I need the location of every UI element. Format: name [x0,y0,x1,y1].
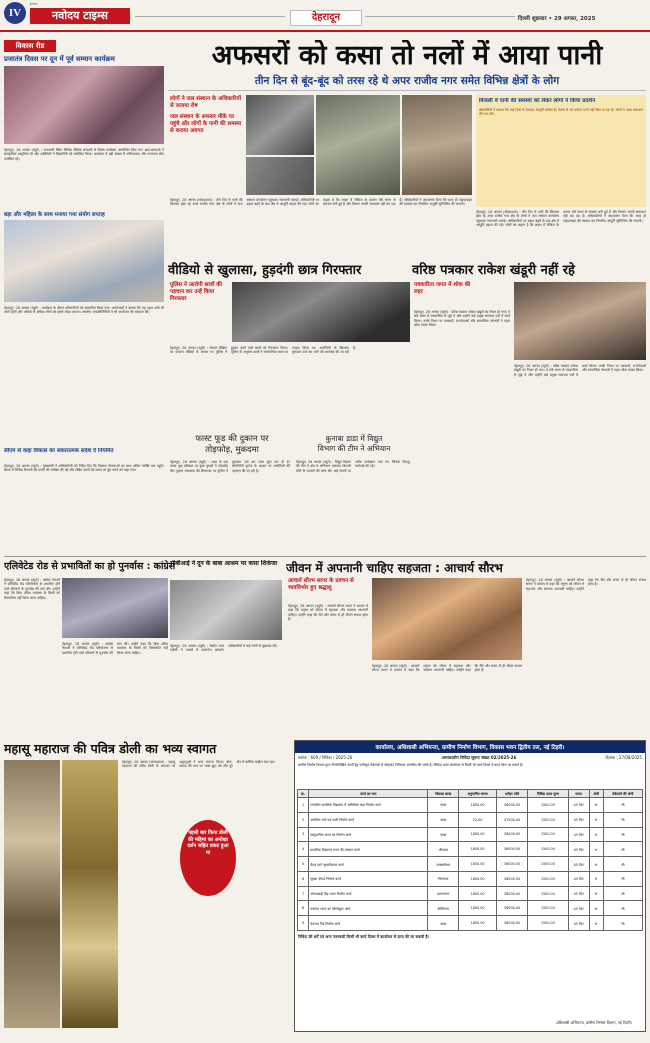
notice-table-row [298,827,643,842]
vikas-reed-photo-2 [4,220,164,302]
notice-cell: स [589,901,603,916]
notice-table-row [298,857,643,872]
masthead-rule-right [365,16,515,17]
notice-cell: 36000.00 [497,871,528,886]
journalist-headline: वरिष्ठ पत्रकार राकेश खंडूरी नहीं रहे [412,263,575,278]
video-headline: वीडियो से खुलासा, हुड़दंगी छात्र गिरफ्तार [168,263,362,278]
notice-cell: सी [603,842,642,857]
notice-table-row [298,842,643,857]
fastfood-headline-line-2: तोड़फोड़, मुकदमा [205,445,259,455]
elevated-photo [62,578,168,638]
masthead-underline [0,30,650,32]
elevated-body-2: देहरादून, 28 अगस्त (ब्यूरो) : कांग्रेस नेताओं ने एलिवेटेड रोड परियोजना से प्रभावित होने वाले परिवारों के पुनर्वास की मांग की। उन्होंने कहा कि बिना उचित व्यवस्था के किसी को विस्थापित नहीं किया जाना चाहिए। [62,642,168,655]
notice-cell: सी [603,916,642,931]
journalist-body-2: देहरादून, 28 अगस्त (ब्यूरो) : वरिष्ठ पत्रकार राकेश खंडूरी का निधन हो गया। वे लंबे समय से पत्रकारिता से जुड़े थे और उन्होंने कई प्रमुख समाचार पत्रों में कार्य किया। उनके निधन पर पत्रकारों, राजनेताओं और सामाजिक संगठनों ने गहरा शोक व्यक्त किया। [514,364,646,377]
kunwar-headline-line-1: कुनाबा डाडा में विद्युत [325,434,383,443]
notice-cell: 45 दिन [568,916,589,931]
left-mid-body: देहरादून, 28 अगस्त (ब्यूरो) : मुख्यमंत्री ने अधिकारियों को निर्देश दिए कि विकास योजनाओं का लाभ अंतिम व्यक्ति तक पहुंचे। बैठक में विभिन्न विभागों की प्रगति की समीक्षा की गई और लंबित कार्यों को समय पर पूरा करने को कहा गया। [4,464,164,473]
notice-table-header [298,790,643,798]
notice-cell: स [589,886,603,901]
notice-intro: ग्रामीण निर्माण विभाग द्वारा निम्नलिखित कार्यों हेतु पंजीकृत ठेकेदारों से मोहरबंद निविदाएं आमंत्रित की जाती हैं। निविदा प्रपत्र कार्यालय से किसी भी कार्य दिवस में प्राप्त किए जा सकते हैं। [298,763,524,767]
notice-letter-no: पत्रांक : 609 / निविदा / 2025-26 [298,755,353,760]
lead-photo-1 [246,95,314,155]
notice-cell: 7 [298,886,309,901]
notice-cell: चम्बा [428,812,459,827]
mahasu-headline: महासू महाराज की पवित्र डोली का भव्य स्वागत [4,741,217,756]
acharya-bullet: आचार्य सौरभ सागर के प्रवचन से भावविभोर हुए श्रद्धालु [288,578,354,591]
left-mid-headline: सीएम से कहा विकास का सकारात्मक संदेश दें नियमित [4,448,114,454]
vikas-reed-headline: प्रजातंत्र दिवस पर दून में पूर्व सम्मान कार्यक्रम [4,55,115,63]
notice-cell: सुरक्षा दीवार निर्माण कार्य [309,871,428,886]
vikas-reed-body: देहरादून, 28 अगस्त (ब्यूरो) : राजधानी स्थित विभिन्न शैक्षिक संस्थानों में विशेष कार्यक्रम आयोजित किए गए। छात्र-छात्राओं ने सांस्कृतिक प्रस्तुतियां दीं और अतिथियों ने विद्यार्थियों को संबोधित किया। कार्यक्रम में बड़ी संख्या में अभिभावक और गणमान्य लोग उपस्थित रहे। [4,148,164,161]
video-photo [232,282,410,342]
fastfood-headline-line-1: फास्ट फूड की दुकान पर [195,434,269,444]
notice-signatory: अधिशासी अभियन्ता, ग्रामीण निर्माण विभाग, नई टिहरी। [555,1020,633,1025]
notice-table-row [298,901,643,916]
notice-cell: 45 दिन [568,827,589,842]
section-name: देहरादून [290,10,362,26]
notice-cell: थौलधार [428,842,459,857]
notice-cell: 36000.00 [497,886,528,901]
acharya-photo [372,578,522,660]
notice-cell: 3 [298,827,309,842]
notice-col-header: समय [568,790,589,798]
notice-cell: 2 [298,812,309,827]
notice-meta [295,753,645,763]
notice-cell: 5 [298,857,309,872]
notice-cell: 1500.00 [528,916,568,931]
notice-col-header: कार्य का नाम [309,790,428,798]
notice-cell: 1500.00 [528,812,568,827]
paper-name: नवोदय टाइम्स [30,8,130,24]
notice-cell: 1500.00 [528,842,568,857]
notice-cell: 1800.00 [459,857,497,872]
notice-cell: चम्बा [428,916,459,931]
notice-cell: 1500.00 [528,886,568,901]
lead-body: देहरादून, 28 अगस्त (संवाददाता) : तीन दिन से पानी की किल्लत झेल रहे अपर राजीव नगर क्षेत्र के लोगों ने जल संस्थान कार्यालय पहुंचकर नाराजगी जताई। अधिकारियों पर दबाव बढ़ने के बाद क्षेत्र में आपूर्ति बहाल की गई। लोगों का कहना है कि लाइन में लीकेज के कारण लंबे समय से समस्या बनी हुई है और विभाग स्थायी समाधान नहीं कर रहा है। अधिकारियों ने आश्वासन दिया कि जल्द ही पाइपलाइन की मरम्मत कर नियमित आपूर्ति सुनिश्चित की जाएगी। [170,198,472,207]
acharya-body-3: देहरादून, 28 अगस्त (ब्यूरो) : आचार्य सौरभ सागर ने प्रवचन में कहा कि मनुष्य को जीवन में सहजता और सरलता अपनानी चाहिए। उन्होंने कहा कि धैर्य और संयम से ही जीवन सफल होता है। [526,578,646,591]
elevated-headline: एलिवेटेड रोड से प्रभावितों का हो पुनर्वास : कांग्रेस [4,561,176,572]
notice-header: कार्यालय, अधिशासी अभियन्ता, ग्रामीण निर्माण विभाग, विकास भवन द्वितीय तल, नई टिहरी। [295,741,645,753]
notice-col-header: अनुमानित लागत [459,790,497,798]
notice-cell: 36000.00 [497,798,528,813]
fastfood-headline [172,434,292,456]
notice-table-row [298,798,643,813]
notice-cell: 45 दिन [568,871,589,886]
notice-cell: 22.00 [459,812,497,827]
notice-cell: स [589,827,603,842]
notice-cell: प्राथमिक विद्यालय भवन की मरम्मत कार्य [309,842,428,857]
section-divider [4,556,646,557]
notice-cell: 1800.00 [459,916,497,931]
notice-cell: आंतरिक मार्ग एवं नाली निर्माण कार्य [309,812,428,827]
notice-cell: 45 दिन [568,901,589,916]
notice-cell: कीर्तिनगर [428,901,459,916]
notice-cell: 36000.00 [497,842,528,857]
notice-cell: स [589,916,603,931]
notice-table-row [298,812,643,827]
mahasu-callout: पहली बार किया डोली की महिमा का अनोखा दर्शन सहित प्रकट हुआ था [180,820,236,896]
notice-cell: 8 [298,901,309,916]
notice-cell: चम्बा [428,798,459,813]
notice-footer: निविदा की शर्तें एवं अन्य जानकारी किसी भी कार्य दिवस में कार्यालय से प्राप्त की जा सकती हैं। [298,934,429,940]
fastfood-body: देहरादून, 28 अगस्त (ब्यूरो) : शहर के एक फास्ट फूड प्रतिष्ठान पर कुछ युवकों ने तोड़फोड़ की। दुकान संचालक की शिकायत पर पुलिस ने मुकदमा दर्ज कर जांच शुरू कर दी है। सीसीटीवी फुटेज के आधार पर आरोपियों की पहचान की जा रही है। [170,460,290,473]
lead-rule [168,90,646,91]
lead-right-continuation: देहरादून, 28 अगस्त (संवाददाता) : तीन दिन से पानी की किल्लत झेल रहे अपर राजीव नगर क्षेत्र के लोगों ने जल संस्थान कार्यालय पहुंचकर नाराजगी जताई। अधिकारियों पर दबाव बढ़ने के बाद क्षेत्र में आपूर्ति बहाल की गई। लोगों का कहना है कि लाइन में लीकेज के कारण लंबे समय से समस्या बनी हुई है और विभाग स्थायी समाधान नहीं कर रहा है। अधिकारियों ने आश्वासन दिया कि जल्द ही पाइपलाइन की मरम्मत कर नियमित आपूर्ति सुनिश्चित की जाएगी। [476,210,646,228]
page-number: IV [4,2,26,24]
notice-cell: 45 दिन [568,798,589,813]
vikas-reed-subhead: बड़ा और महिला के साथ मनाया गया संयोग सप्ताह [4,212,105,218]
notice-cell: 1500.00 [528,857,568,872]
notice-cell: सी [603,857,642,872]
notice-cell: आंगनबाड़ी केंद्र भवन निर्माण कार्य [309,886,428,901]
notice-table-row [298,916,643,931]
notice-cell: 1 [298,798,309,813]
notice-cell: 45 दिन [568,857,589,872]
lead-photo-4 [246,157,314,195]
notice-cell: 1500.00 [528,871,568,886]
notice-cell: 1800.00 [459,871,497,886]
notice-col-header: विकास खण्ड [428,790,459,798]
cbi-body: देहरादून, 28 अगस्त (ब्यूरो) : केंद्रीय जांच एजेंसी ने मामले में दस्तावेज खंगाले। अधिकारियों ने कई लोगों से पूछताछ की। [170,644,278,653]
lead-subhead: तीन दिन से बूंद-बूंद को तरस रहे थे अपर राजीव नगर समेत विभिन्न क्षेत्रों के लोग [254,75,560,87]
notice-cell: 1500.00 [528,798,568,813]
lead-bullet-1: लोगों ने जल संस्थान के अधिकारियों से जताया रोष [170,96,242,109]
notice-cell: सामुदायिक भवन का निर्माण कार्य [309,827,428,842]
notice-cell: स [589,812,603,827]
notice-cell: 36000.00 [497,916,528,931]
journalist-bullet: पत्रकारिता जगत में शोक की लहर [414,282,471,295]
lead-headline: अफसरों को कसा तो नलों में आया पानी [211,40,603,71]
notice-cell: सी [603,812,642,827]
notice-cell: स [589,871,603,886]
notice-cell: पेयजल टैंक निर्माण कार्य [309,916,428,931]
lead-photo-2 [316,95,400,195]
small-tag: ई-पेपर [30,2,38,6]
acharya-body: देहरादून, 28 अगस्त (ब्यूरो) : आचार्य सौरभ सागर ने प्रवचन में कहा कि मनुष्य को जीवन में सहजता और सरलता अपनानी चाहिए। उन्होंने कहा कि धैर्य और संयम से ही जीवन सफल होता है। [288,604,368,622]
notice-col-header: ठेकेदारों की श्रेणी [603,790,642,798]
masthead [0,0,650,38]
edition-date: दिल्ली शुक्रवार • 29 अगस्त, 2025 [518,16,596,22]
notice-cell: 9 [298,916,309,931]
notice-col-header: निविदा प्रपत्र मूल्य [528,790,568,798]
notice-cell: 4 [298,842,309,857]
kunwar-headline-line-2: विभाग की टीम ने अभियान [317,444,391,453]
notice-cell: स [589,842,603,857]
notice-cell: 6 [298,871,309,886]
notice-cell: सी [603,798,642,813]
notice-cell: सी [603,827,642,842]
notice-cell: 36000.00 [497,827,528,842]
notice-date: दिनांक : 27/08/2025 [605,755,642,760]
notice-cell: सी [603,901,642,916]
vikas-reed-label: विकास रीड [4,40,56,52]
notice-cell: सी [603,886,642,901]
notice-cell: 47000.00 [497,812,528,827]
notice-cell: जाखणीधार [428,857,459,872]
lead-right-box-body: क्षेत्रवासियों ने बताया कि कई दिनों से पेयजल आपूर्ति बाधित है। टैंकरों से भी पर्याप्त पानी नहीं मिल पा रहा है। लोगों ने जल्द समाधान की मांग की। [479,107,643,116]
notice-cell: 1800.00 [459,798,497,813]
lead-right-box [476,95,646,207]
notice-cell: प्रतापनगर [428,886,459,901]
notice-cell: चम्बा [428,827,459,842]
journalist-body: देहरादून, 28 अगस्त (ब्यूरो) : वरिष्ठ पत्रकार राकेश खंडूरी का निधन हो गया। वे लंबे समय से पत्रकारिता से जुड़े थे और उन्होंने कई प्रमुख समाचार पत्रों में कार्य किया। उनके निधन पर पत्रकारों, राजनेताओं और सामाजिक संगठनों ने गहरा शोक व्यक्त किया। [414,310,510,328]
notice-cell: राजकीय प्राथमिक विद्यालय में अतिरिक्त कक्ष निर्माण कार्य [309,798,428,813]
kunwar-body: देहरादून, 28 अगस्त (ब्यूरो) : विद्युत विभाग की टीम ने क्षेत्र में अभियान चलाकर बिजली चोरी के मामलों की जांच की। कई स्थानों पर अवैध कनेक्शन पाए गए जिनके विरुद्ध कार्रवाई की गई। [296,460,410,473]
notice-cell: 45 दिन [568,812,589,827]
lead-photo-3 [402,95,472,195]
notice-cell: 1800.00 [459,842,497,857]
lead-bullets [170,96,242,135]
notice-cell: भिलंगना [428,871,459,886]
acharya-body-2: देहरादून, 28 अगस्त (ब्यूरो) : आचार्य सौरभ सागर ने प्रवचन में कहा कि मनुष्य को जीवन में सहजता और सरलता अपनानी चाहिए। उन्होंने कहा कि धैर्य और संयम से ही जीवन सफल होता है। [372,664,522,673]
journalist-photo [514,282,646,360]
vikas-reed-body-2: देहरादून, 28 अगस्त (ब्यूरो) : कार्यक्रम के दौरान प्रतिभागियों को सम्मानित किया गया। आयोजकों ने बताया कि यह पहल आगे भी जारी रहेगी और अधिक से अधिक लोगों को इससे जोड़ा जाएगा। स्थानीय जनप्रतिनिधियों ने भी आयोजन की सराहना की। [4,306,164,315]
video-body: देहरादून, 28 अगस्त (ब्यूरो) : सोशल मीडिया पर वायरल वीडियो के आधार पर पुलिस ने हुड़दंग करने वाले छात्रों को गिरफ्तार किया। पुलिस के अनुसार छात्रों ने सार्वजनिक स्थान पर उपद्रव किया था। आरोपियों के खिलाफ मुकदमा दर्ज कर आगे की कार्रवाई की जा रही है। [170,346,357,355]
notice-cell: 1800.00 [459,901,497,916]
vikas-reed-photo [4,66,164,144]
notice-cell: 45 दिन [568,842,589,857]
lead-right-box-title: बिजली व पानी की समस्या को लेकर लोगों ने किया प्रदर्शन [479,98,596,104]
notice-cell: 1500.00 [528,901,568,916]
notice-cell: 1800.00 [459,827,497,842]
notice-title: अल्पकालीन निविदा सूचना संख्या 02/2025-26 [441,755,517,760]
notice-cell: पंचायत भवन का जीर्णोद्धार कार्य [309,901,428,916]
notice-col-header: क्र. [298,790,309,798]
notice-table [297,789,643,931]
notice-cell: 36000.00 [497,901,528,916]
lead-bullet-2: जल संस्थान के अफसर मौके पर पहुंचे और लोगों के पानी की समस्या से कराया अवगत [170,114,242,134]
notice-col-header: धरोहर राशि [497,790,528,798]
kunwar-headline [298,434,410,454]
notice-cell: 36000.00 [497,857,528,872]
notice-cell: सी [603,871,642,886]
notice-table-row [298,886,643,901]
elevated-body: देहरादून, 28 अगस्त (ब्यूरो) : कांग्रेस नेताओं ने एलिवेटेड रोड परियोजना से प्रभावित होने वाले परिवारों के पुनर्वास की मांग की। उन्होंने कहा कि बिना उचित व्यवस्था के किसी को विस्थापित नहीं किया जाना चाहिए। [4,578,60,600]
video-bullet: पुलिस ने आरोपी छात्रों की पहचान कर उन्हें किया गिरफ्तार [170,282,222,302]
notice-col-header: श्रेणी [589,790,603,798]
masthead-rule-left [135,16,285,17]
notice-table-row [298,871,643,886]
notice-cell: स [589,857,603,872]
notice-cell: स [589,798,603,813]
notice-cell: 1500.00 [528,827,568,842]
notice-cell: 1800.00 [459,886,497,901]
notice-cell: पैदल मार्ग सुधारीकरण कार्य [309,857,428,872]
tender-notice [294,740,646,1032]
notice-cell: 45 दिन [568,886,589,901]
mahasu-photo-1 [4,760,60,1028]
mahasu-body: देहरादून, 28 अगस्त (संवाददाता) : महासू महाराज की पवित्र डोली के आगमन पर श्रद्धालुओं ने भव्य स्वागत किया। ढोल-दमाऊ की थाप पर भक्त झूम उठे और पूरे क्षेत्र में धार्मिक माहौल बना रहा। [122,760,275,769]
cbi-headline: सीबीआई ने दून के बाबा आश्रम पर कसा शिकंजा [170,560,278,567]
cbi-photo [170,580,282,640]
mahasu-photo-2 [62,760,118,1028]
acharya-headline: जीवन में अपनानी चाहिए सहजता : आचार्य सौरभ [286,561,503,575]
